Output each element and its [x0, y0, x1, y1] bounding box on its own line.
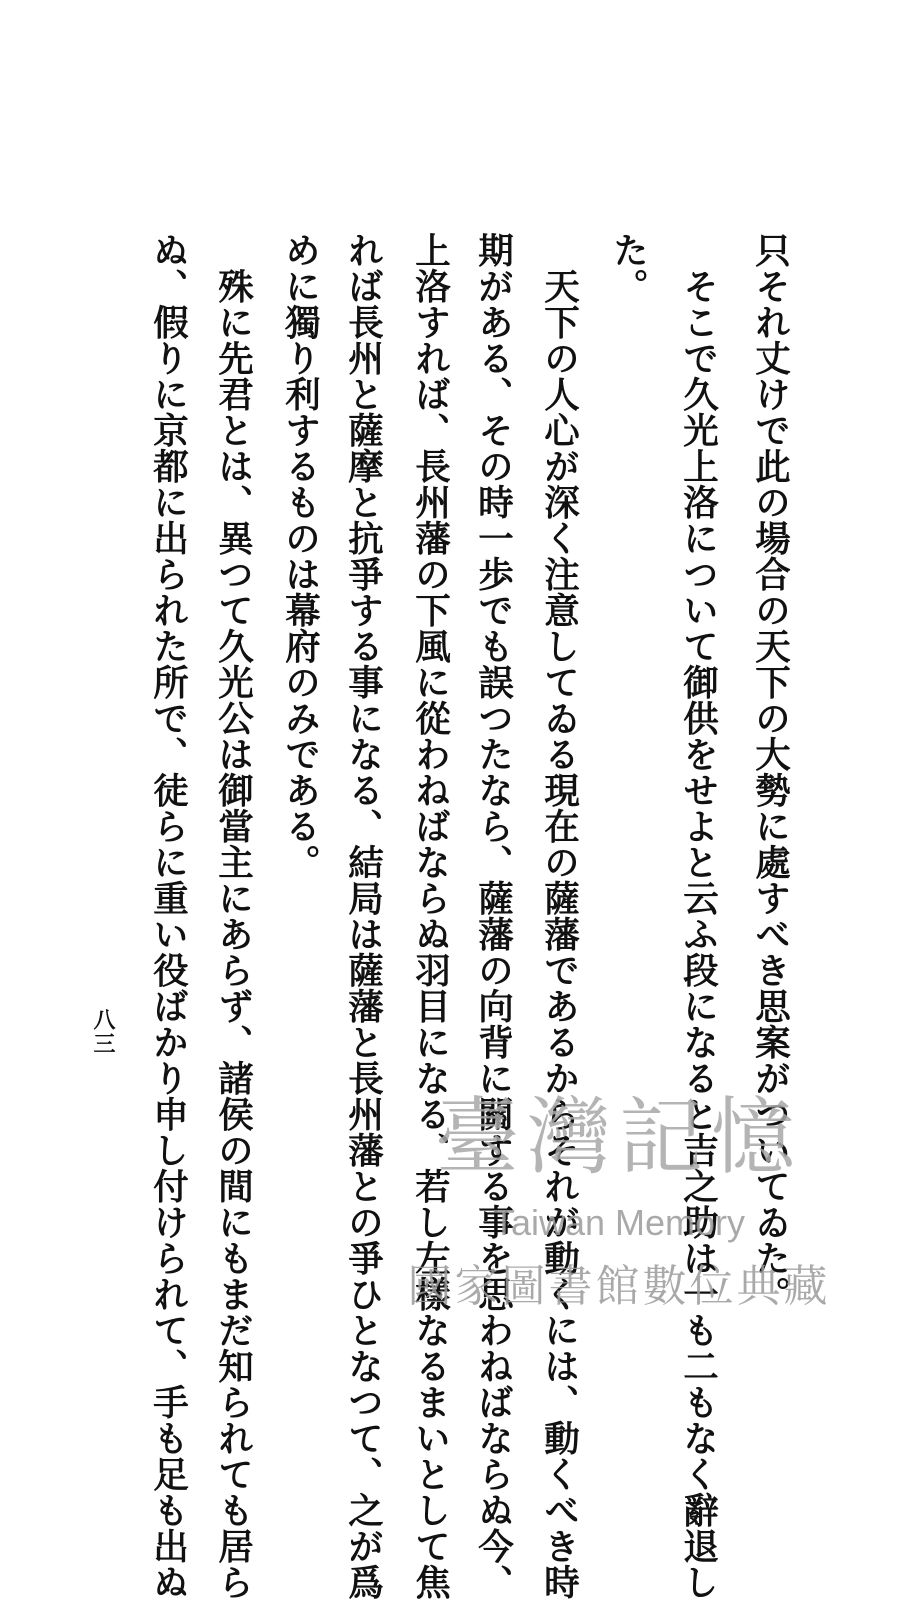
text-column-10: ぬ、假りに京都に出られた所で、徒らに重い役ばかり申し付けられて、手も足も出ぬ — [147, 232, 189, 1600]
text-column-2: そこで久光上洛について御供をせよと云ふ段になると吉之助は一も二もなく辭退し — [677, 268, 719, 1600]
text-column-3: た。 — [607, 232, 649, 304]
page-number: 八三 — [90, 1008, 116, 1056]
watermark — [384, 1070, 854, 1310]
text-column-7: れば長州と薩摩と抗爭する事になる、結局は薩藩と長州藩との爭ひとなつて、之が爲 — [342, 232, 384, 1600]
text-column-8: めに獨り利するものは幕府のみである。 — [279, 232, 321, 880]
text-column-4: 天下の人心が深く注意してゐる現在の薩藩であるからそれが動くには、動くべき時 — [538, 268, 580, 1600]
watermark-english: Taiwan Memory — [492, 1202, 746, 1243]
text-column-1: 只それ丈けで此の場合の天下の大勢に處すべき思案がついてゐた。 — [749, 232, 791, 1312]
watermark-chinese: 國家圖書館數位典藏 — [407, 1261, 831, 1312]
text-column-5: 期がある、その時一歩でも誤つたなら、薩藩の向背に關する事を思わねばならぬ今、 — [472, 232, 514, 1600]
text-column-9: 殊に先君とは、異つて久光公は御當主にあらず、諸侯の間にもまだ知られても居ら — [212, 268, 254, 1600]
watermark-logo: 臺灣記憶 — [434, 1088, 803, 1186]
text-column-6: 上洛すれば、長州藩の下風に從わねばならぬ羽目になる、若し左樣なるまいとして焦 — [409, 232, 451, 1600]
